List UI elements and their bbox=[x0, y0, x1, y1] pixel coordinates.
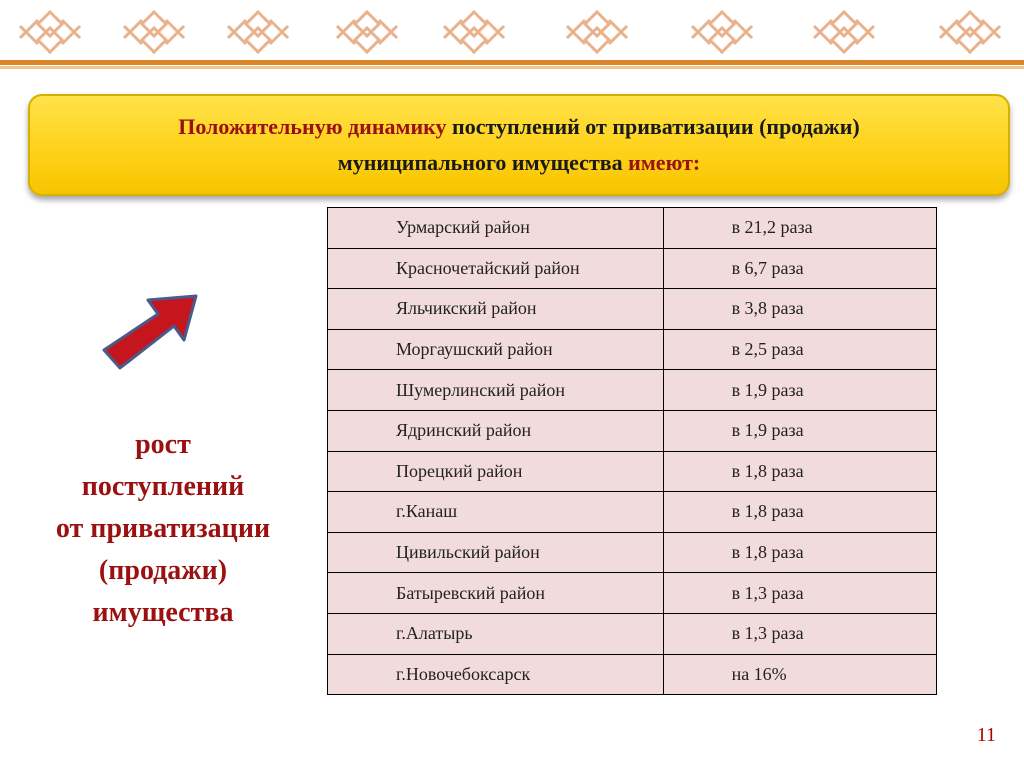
headline-part-3: муниципального имущества bbox=[337, 150, 629, 175]
table-row bbox=[328, 208, 937, 249]
table-row bbox=[328, 532, 937, 573]
chuvash-ornament-icon bbox=[690, 8, 754, 56]
band-line-light bbox=[0, 66, 1024, 69]
chuvash-ornament-icon bbox=[226, 8, 290, 56]
district-name-cell: Яльчикский район bbox=[328, 289, 664, 330]
table-row bbox=[328, 654, 937, 695]
district-name-cell: Моргаушский район bbox=[328, 329, 664, 370]
side-caption-line-3: от приватизации bbox=[55, 513, 271, 544]
headline-highlight-1: Положительную динамику bbox=[178, 114, 447, 139]
district-name-cell: Урмарский район bbox=[328, 208, 664, 249]
headline-highlight-2: имеют: bbox=[628, 150, 701, 175]
table-row bbox=[328, 573, 937, 614]
table-row bbox=[328, 329, 937, 370]
side-caption bbox=[20, 424, 306, 634]
district-name-cell: г.Алатырь bbox=[328, 613, 664, 654]
table-row bbox=[328, 248, 937, 289]
table-body bbox=[328, 208, 937, 695]
growth-value-cell: на 16% bbox=[663, 654, 936, 695]
top-ornament-band bbox=[0, 0, 1024, 72]
growth-value-cell: в 2,5 раза bbox=[663, 329, 936, 370]
growth-value-cell: в 1,3 раза bbox=[663, 573, 936, 614]
growth-value-cell: в 1,9 раза bbox=[663, 410, 936, 451]
band-line-dark bbox=[0, 60, 1024, 65]
growth-value-cell: в 1,9 раза bbox=[663, 370, 936, 411]
side-caption-line-5: имущества bbox=[92, 597, 234, 628]
chuvash-ornament-icon bbox=[18, 8, 82, 56]
up-right-arrow-icon bbox=[96, 288, 206, 384]
table-row bbox=[328, 289, 937, 330]
growth-value-cell: в 1,8 раза bbox=[663, 532, 936, 573]
chuvash-ornament-icon bbox=[442, 8, 506, 56]
side-caption-line-4: (продажи) bbox=[98, 555, 228, 586]
chuvash-ornament-icon bbox=[122, 8, 186, 56]
growth-value-cell: в 6,7 раза bbox=[663, 248, 936, 289]
table-row bbox=[328, 451, 937, 492]
ornament-row bbox=[0, 8, 1024, 56]
districts-table bbox=[327, 207, 937, 695]
headline-text bbox=[158, 109, 880, 181]
table-row bbox=[328, 410, 937, 451]
district-name-cell: Ядринский район bbox=[328, 410, 664, 451]
district-name-cell: Цивильский район bbox=[328, 532, 664, 573]
growth-value-cell: в 1,8 раза bbox=[663, 492, 936, 533]
table-row bbox=[328, 613, 937, 654]
chuvash-ornament-icon bbox=[938, 8, 1002, 56]
growth-value-cell: в 21,2 раза bbox=[663, 208, 936, 249]
headline-box bbox=[28, 94, 1010, 196]
chuvash-ornament-icon bbox=[812, 8, 876, 56]
district-name-cell: Батыревский район bbox=[328, 573, 664, 614]
side-caption-line-1: рост bbox=[135, 429, 191, 460]
growth-value-cell: в 3,8 раза bbox=[663, 289, 936, 330]
district-name-cell: Красночетайский район bbox=[328, 248, 664, 289]
page-number: 11 bbox=[976, 724, 996, 746]
growth-value-cell: в 1,8 раза bbox=[663, 451, 936, 492]
table-row bbox=[328, 370, 937, 411]
district-name-cell: Порецкий район bbox=[328, 451, 664, 492]
district-name-cell: г.Новочебоксарск bbox=[328, 654, 664, 695]
chuvash-ornament-icon bbox=[565, 8, 629, 56]
table-row bbox=[328, 492, 937, 533]
headline-part-2: поступлений от приватизации (продажи) bbox=[446, 114, 860, 139]
side-caption-line-2: поступлений bbox=[81, 471, 245, 502]
district-name-cell: г.Канаш bbox=[328, 492, 664, 533]
chuvash-ornament-icon bbox=[335, 8, 399, 56]
growth-value-cell: в 1,3 раза bbox=[663, 613, 936, 654]
district-name-cell: Шумерлинский район bbox=[328, 370, 664, 411]
